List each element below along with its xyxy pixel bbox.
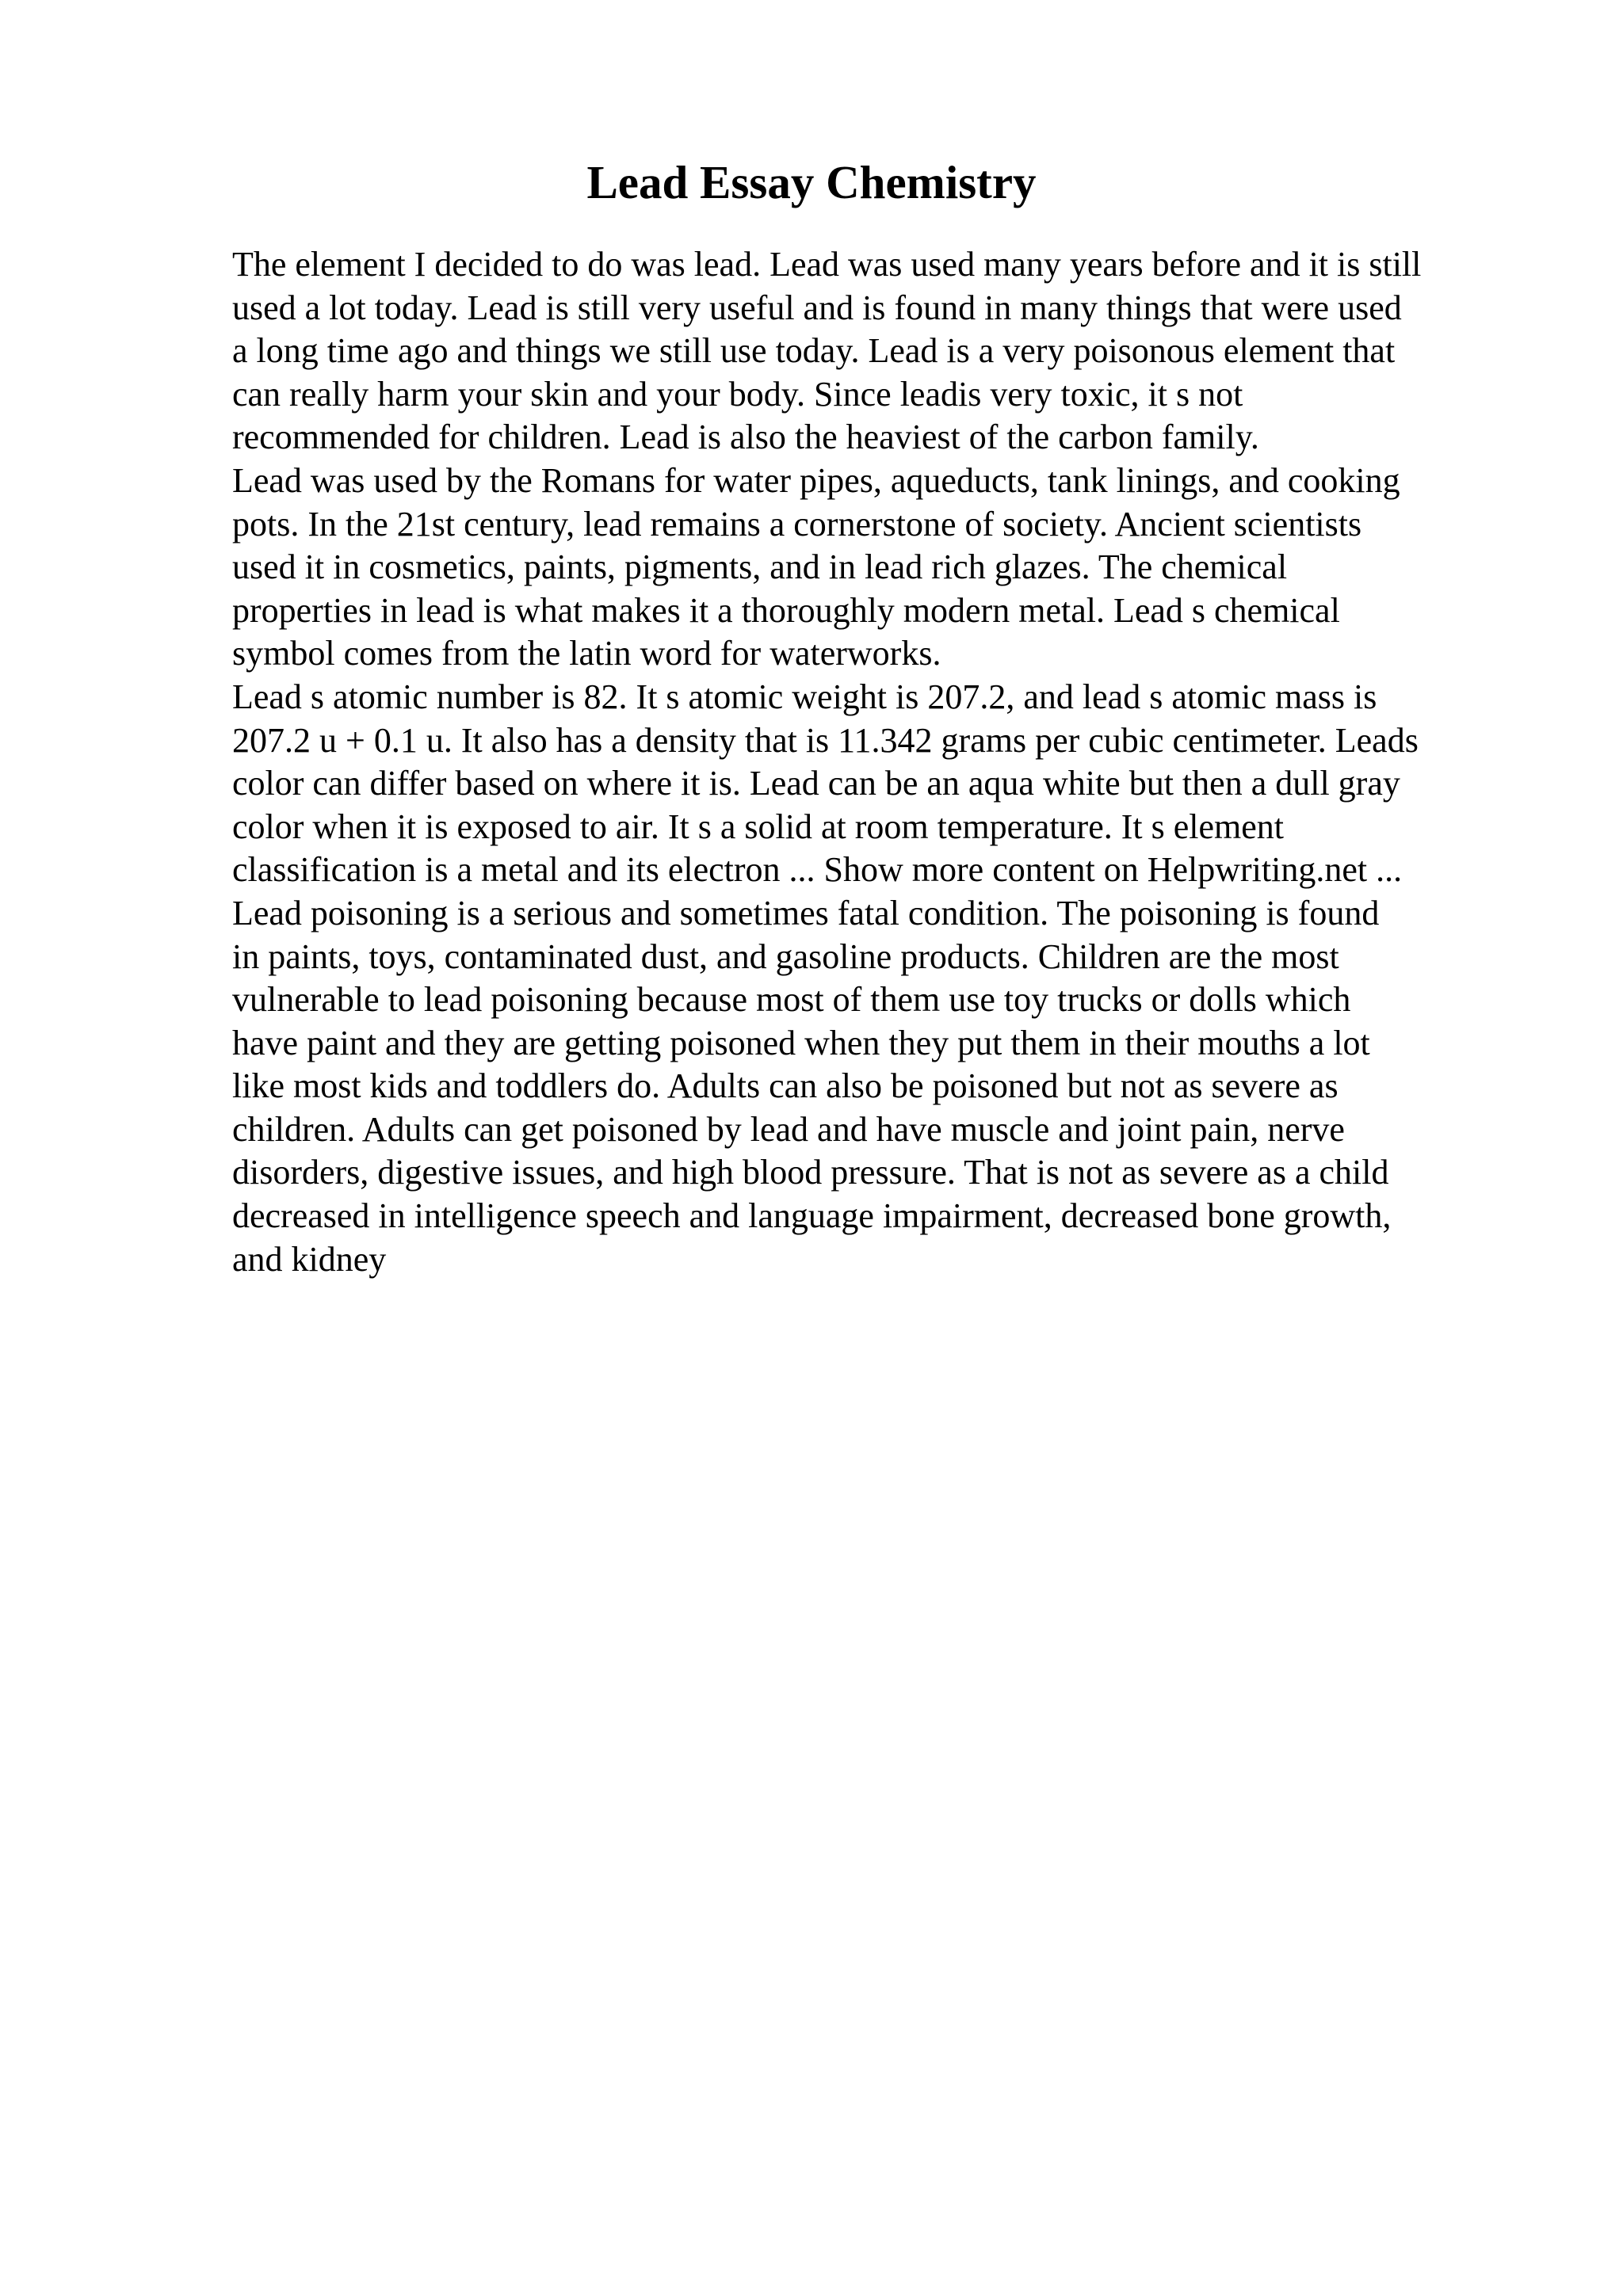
text-line: Lead s atomic number is 82. It s atomic weight is 207.2, and lead s atomic mass is [232,677,1377,716]
text-line: a long time ago and things we still use today. Lead is a very poisonous element that [232,331,1396,371]
text-line: decreased in intelligence speech and language impairment, decreased bone growth, [232,1196,1392,1236]
text-line: classification is a metal and its electron ... Show more content on Helpwriting.net ... [232,850,1403,890]
text-line: in paints, toys, contaminated dust, and gasoline products. Children are the most [232,936,1339,976]
text-line: color can differ based on where it is. Lead can be an aqua white but then a dull gray [232,764,1400,803]
text-line: used it in cosmetics, paints, pigments, and in lead rich glazes. The chemical [232,547,1288,587]
text-line: can really harm your skin and your body. Since leadis very toxic, it s not [232,374,1243,414]
text-line: vulnerable to lead poisoning because most of them use toy trucks or dolls which [232,980,1351,1020]
text-line: 207.2 u + 0.1 u. It also has a density that is 11.342 grams per cubic centimeter. Leads [232,720,1419,760]
text-line: disorders, digestive issues, and high blood pressure. That is not as severe as a child [232,1153,1389,1192]
text-line: children. Adults can get poisoned by lead and have muscle and joint pain, nerve [232,1109,1345,1149]
text-line: pots. In the 21st century, lead remains a cornerstone of society. Ancient scientists [232,504,1362,543]
essay-body [232,243,1516,1281]
document-title: Lead Essay Chemistry [586,156,1037,208]
text-line: The element I decided to do was lead. Lead was used many years before and it is still [232,245,1422,284]
text-line: recommended for children. Lead is also the heaviest of the carbon family. [232,418,1259,457]
text-line: symbol comes from the latin word for waterworks. [232,634,941,673]
text-line: used a lot today. Lead is still very useful and is found in many things that were used [232,288,1402,327]
text-line: have paint and they are getting poisoned when they put them in their mouths a lot [232,1023,1370,1062]
text-line: Lead poisoning is a serious and sometimes fatal condition. The poisoning is found [232,893,1380,933]
text-line: like most kids and toddlers do. Adults can also be poisoned but not as severe as [232,1066,1338,1106]
text-line: Lead was used by the Romans for water pipes, aqueducts, tank linings, and cooking [232,460,1400,500]
text-line: properties in lead is what makes it a thoroughly modern metal. Lead s chemical [232,590,1340,630]
text-line: color when it is exposed to air. It s a solid at room temperature. It s element [232,807,1284,846]
text-line: and kidney [232,1239,387,1279]
